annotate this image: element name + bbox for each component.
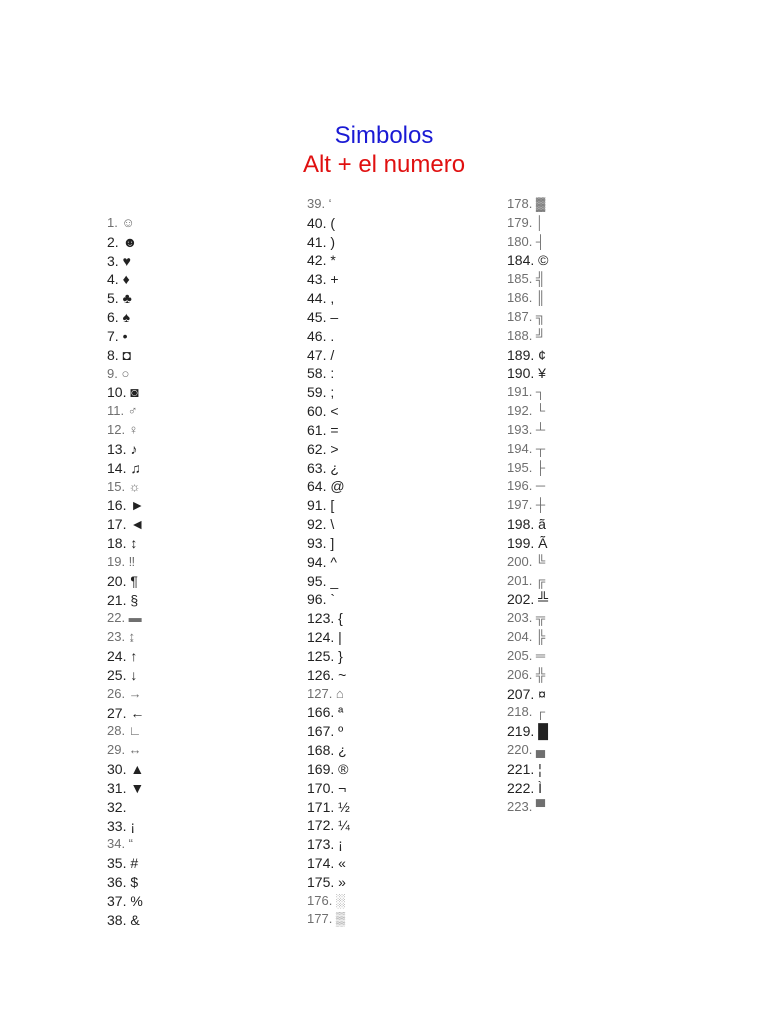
symbol-entry: 59. ; (307, 384, 335, 401)
symbol-entry: 21. § (107, 591, 139, 608)
symbol-entry: 95. _ (307, 572, 339, 589)
symbol-entry: 44. , (307, 290, 335, 307)
symbol-entry: 64. @ (307, 478, 345, 495)
symbol-entry: 123. { (307, 610, 343, 627)
symbol-entry: 187. ╗ (507, 308, 546, 324)
symbol-entry: 127. ⌂ (307, 685, 344, 701)
symbol-entry: 1. ☺ (107, 215, 135, 230)
symbol-entry: 184. © (507, 252, 549, 269)
symbol-entry: 60. < (307, 403, 339, 420)
symbol-entry: 33. ¡ (107, 817, 136, 834)
symbol-entry: 194. ┬ (507, 440, 546, 456)
symbol-entry: 202. ╩ (507, 591, 549, 608)
symbol-entry: 198. ã (507, 516, 546, 533)
symbol-entry: 223. ▀ (507, 798, 546, 814)
symbol-column-2 (307, 195, 350, 929)
symbol-entry: 61. = (307, 421, 339, 438)
symbol-entry: 178. ▓ (507, 196, 546, 211)
symbol-entry: 203. ╦ (507, 610, 546, 626)
symbol-entry: 28. ∟ (107, 723, 142, 739)
symbol-entry: 63. ¿ (307, 459, 339, 476)
symbol-entry: 166. ª (307, 704, 344, 721)
symbol-entry: 191. ┐ (507, 384, 546, 400)
symbol-entry: 175. » (307, 873, 346, 890)
symbol-entry: 174. « (307, 854, 346, 871)
symbol-entry: 10. ◙ (107, 384, 139, 401)
symbol-entry: 177. ▒ (307, 911, 346, 927)
symbol-entry: 13. ♪ (107, 440, 138, 457)
symbol-entry: 4. ♦ (107, 271, 130, 288)
symbol-entry: 17. ◄ (107, 516, 145, 533)
symbol-entry: 201. ╔ (507, 572, 546, 588)
symbol-entry: 42. * (307, 252, 336, 269)
symbol-column-1 (107, 214, 144, 929)
symbol-entry: 58. : (307, 365, 335, 382)
symbol-entry: 40. ( (307, 214, 336, 231)
page-subtitle: Alt + el numero (302, 151, 466, 178)
symbol-entry: 169. ® (307, 760, 349, 777)
symbol-entry: 26. → (107, 685, 142, 701)
symbol-entry: 96. ` (307, 591, 336, 608)
symbol-entry: 15. ☼ (107, 478, 141, 494)
symbol-entry: 20. ¶ (107, 572, 138, 589)
symbol-entry: 11. ♂ (107, 403, 138, 419)
symbol-entry: 43. + (307, 271, 339, 288)
symbol-entry: 47. / (307, 346, 335, 363)
symbol-entry: 193. ┴ (507, 421, 546, 437)
symbol-entry: 204. ╠ (507, 629, 546, 645)
symbol-entry: 173. ¡ (307, 836, 343, 853)
symbol-entry: 222. Ì (507, 779, 543, 796)
symbol-entry: 126. ~ (307, 666, 347, 683)
symbol-entry: 38. & (107, 911, 140, 928)
symbol-entry: 22. ▬ (107, 610, 142, 626)
symbol-entry: 205. ═ (507, 647, 546, 663)
symbol-entry: 31. ▼ (107, 779, 145, 796)
symbol-entry: 192. └ (507, 403, 546, 419)
symbol-entry: 46. . (307, 327, 335, 344)
symbol-entry: 188. ╝ (507, 327, 546, 343)
symbol-entry: 207. ¤ (507, 685, 546, 702)
symbol-entry: 18. ↕ (107, 535, 138, 552)
symbol-entry: 190. ¥ (507, 365, 546, 382)
symbol-entry: 125. } (307, 647, 343, 664)
symbol-entry: 221. ¦ (507, 760, 542, 777)
symbol-entry: 93. ] (307, 534, 335, 551)
symbol-entry: 41. ) (307, 233, 336, 250)
symbol-entry: 197. ┼ (507, 497, 546, 513)
symbol-entry: 185. ╣ (507, 271, 546, 287)
symbol-entry: 24. ↑ (107, 648, 138, 665)
symbol-entry: 36. $ (107, 873, 139, 890)
symbol-entry: 27. ← (107, 704, 145, 721)
symbol-entry: 25. ↓ (107, 666, 138, 683)
symbol-entry: 195. ├ (507, 459, 546, 475)
symbol-entry: 186. ║ (507, 290, 546, 306)
symbol-entry: 34. “ (107, 836, 134, 852)
symbol-entry: 23. ↨ (107, 629, 136, 645)
symbol-entry: 94. ^ (307, 553, 337, 570)
symbol-entry: 16. ► (107, 497, 145, 514)
symbol-entry: 9. ○ (107, 365, 130, 381)
symbol-entry: 176. ░ (307, 892, 346, 908)
symbol-entry: 179. │ (507, 214, 545, 230)
symbol-entry: 218. ┌ (507, 704, 546, 720)
symbol-entry: 172. ¼ (307, 817, 350, 834)
symbol-entry: 91. [ (307, 497, 335, 514)
symbol-entry: 168. ¿ (307, 742, 347, 759)
symbol-entry: 19. ‼ (107, 553, 136, 569)
symbol-entry: 189. ¢ (507, 346, 546, 363)
symbol-entry: 196. ─ (507, 478, 546, 494)
symbol-entry: 2. ☻ (107, 233, 138, 250)
symbol-entry: 200. ╚ (507, 553, 546, 569)
symbol-entry: 7. • (107, 327, 128, 344)
symbol-entry: 45. – (307, 308, 339, 325)
symbol-entry: 12. ♀ (107, 422, 139, 438)
symbol-entry: 171. ½ (307, 798, 350, 815)
symbol-entry: 35. # (107, 855, 139, 872)
symbol-entry: 180. ┤ (507, 233, 546, 249)
symbol-entry: 92. \ (307, 516, 335, 533)
symbol-entry: 199. Ã (507, 534, 548, 551)
symbol-entry: 206. ╬ (507, 666, 546, 682)
symbol-entry: 29. ↔ (107, 742, 142, 758)
symbol-entry: 62. > (307, 440, 339, 457)
page-title: Simbolos (334, 122, 434, 149)
symbol-entry: 5. ♣ (107, 290, 132, 307)
symbol-entry: 219. █ (507, 723, 549, 740)
symbol-entry: 167. º (307, 723, 344, 740)
symbol-column-3 (507, 195, 548, 816)
symbol-entry: 3. ♥ (107, 252, 131, 269)
symbol-entry: 8. ◘ (107, 346, 132, 363)
symbol-entry: 37. % (107, 892, 143, 909)
symbol-entry: 30. ▲ (107, 761, 145, 778)
symbol-entry: 124. | (307, 629, 342, 646)
symbol-entry: 32. (107, 798, 127, 815)
symbol-entry: 14. ♫ (107, 459, 141, 476)
symbol-entry: 39. ‘ (307, 196, 332, 211)
symbol-entry: 220. ▄ (507, 742, 546, 758)
symbol-entry: 170. ¬ (307, 779, 347, 796)
symbol-entry: 6. ♠ (107, 309, 131, 326)
